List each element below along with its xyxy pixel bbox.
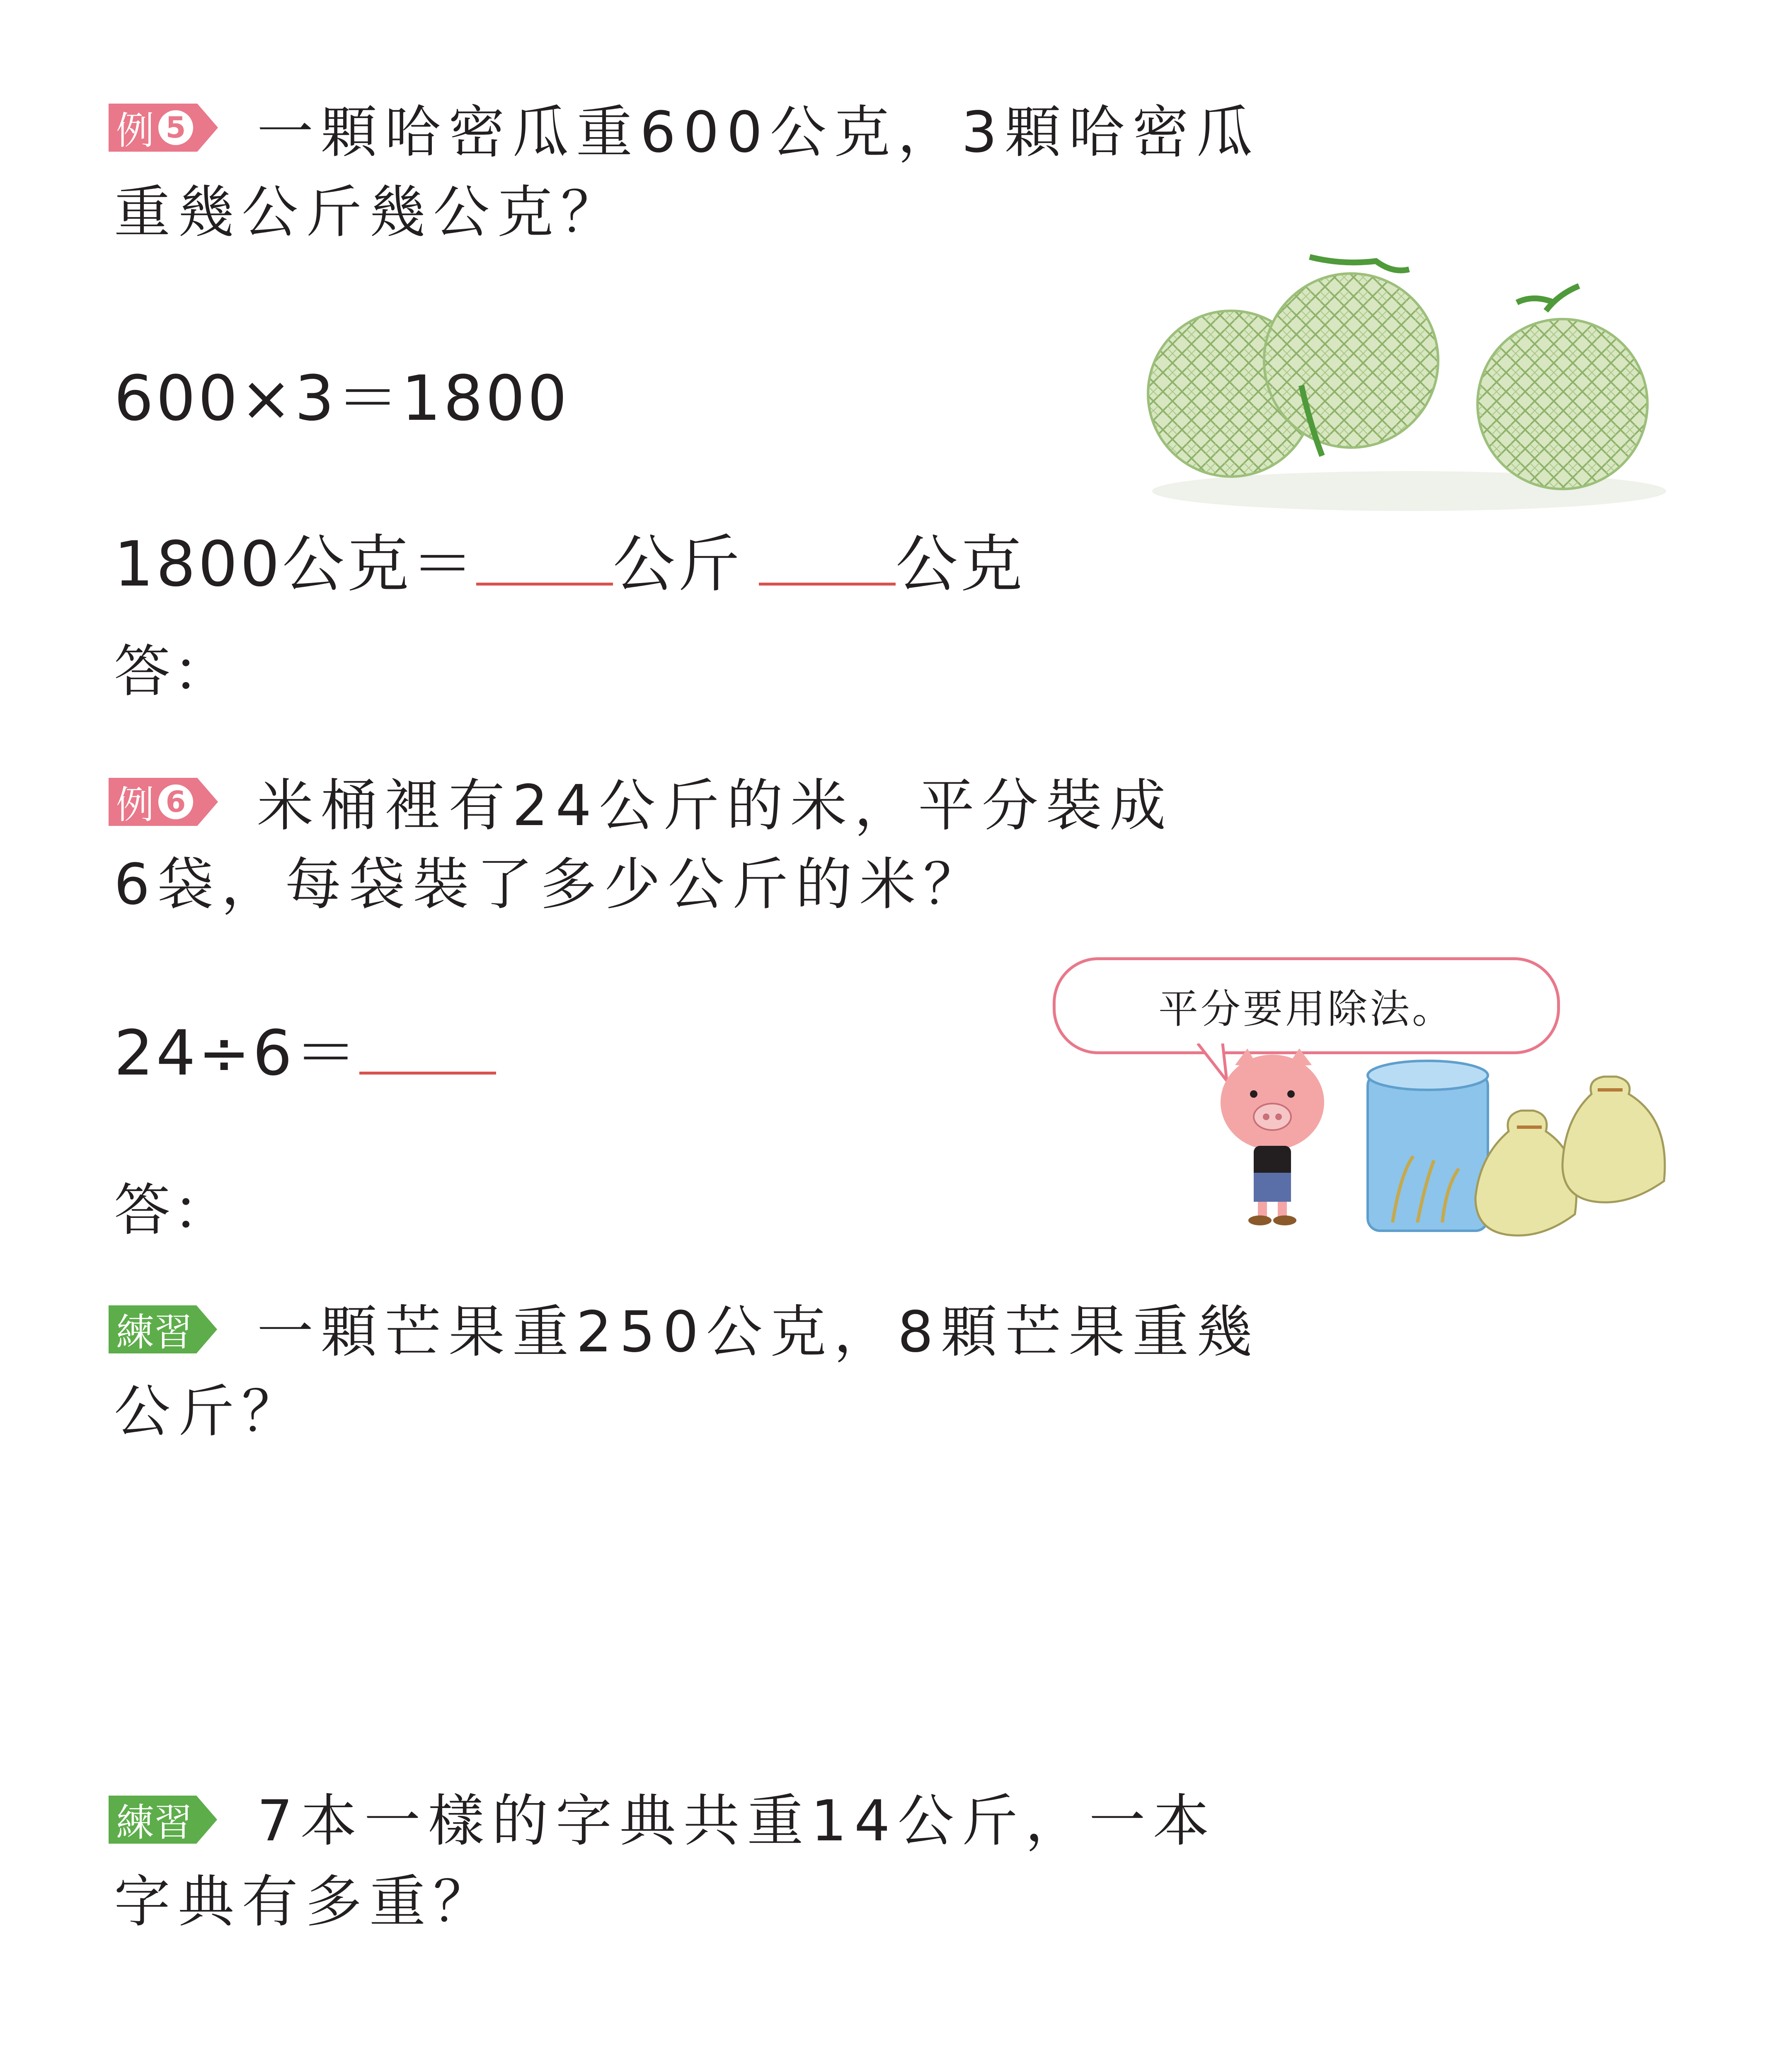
division-equation: 24÷6＝ [114, 1017, 359, 1089]
example-badge-label: 例 [116, 109, 155, 153]
example-5-question-line2: 重幾公斤幾公克？ [114, 180, 625, 245]
kg-blank [476, 566, 613, 586]
example-6-answer-label: 答： [114, 1178, 232, 1243]
practice-2-badge [109, 1796, 217, 1844]
example-5-answer-label: 答： [114, 639, 232, 704]
melon-illustration [1144, 249, 1674, 514]
example-5-badge [109, 104, 218, 152]
practice-2-question-line1: 7本一樣的字典共重14公斤，一本 [257, 1789, 1217, 1854]
pig-rice-illustration [1218, 1048, 1683, 1264]
example-5-equation: 600×3＝1800 [114, 363, 570, 435]
practice-2-question-line2: 字典有多重？ [114, 1869, 497, 1935]
unit-kg: 公斤 [613, 528, 742, 600]
example-6-badge [109, 778, 218, 826]
practice-1-question-line1: 一顆芒果重250公克，8顆芒果重幾 [257, 1300, 1260, 1365]
example-badge-label: 例 [116, 783, 155, 827]
practice-1-badge [109, 1305, 217, 1353]
example-badge-number: 5 [158, 110, 193, 145]
conversion-left: 1800公克＝ [114, 528, 476, 600]
example-6-question-line2: 6袋，每袋裝了多少公斤的米？ [114, 852, 987, 917]
quotient-blank [359, 1055, 496, 1075]
g-blank [759, 566, 896, 586]
example-5-question-line1: 一顆哈密瓜重600公克，3顆哈密瓜 [257, 100, 1260, 165]
example-5-conversion [114, 514, 1025, 603]
practice-1-question-line2: 公斤？ [114, 1379, 305, 1445]
practice-badge-label: 練習 [116, 1310, 193, 1355]
example-badge-number: 6 [158, 784, 193, 819]
example-6-question-line1: 米桶裡有24公斤的米，平分裝成 [257, 773, 1174, 839]
speech-bubble [1053, 957, 1560, 1054]
practice-badge-label: 練習 [116, 1801, 193, 1845]
example-6-equation [114, 1003, 496, 1092]
bubble-text: 平分要用除法。 [1158, 985, 1454, 1032]
unit-g: 公克 [895, 528, 1025, 600]
